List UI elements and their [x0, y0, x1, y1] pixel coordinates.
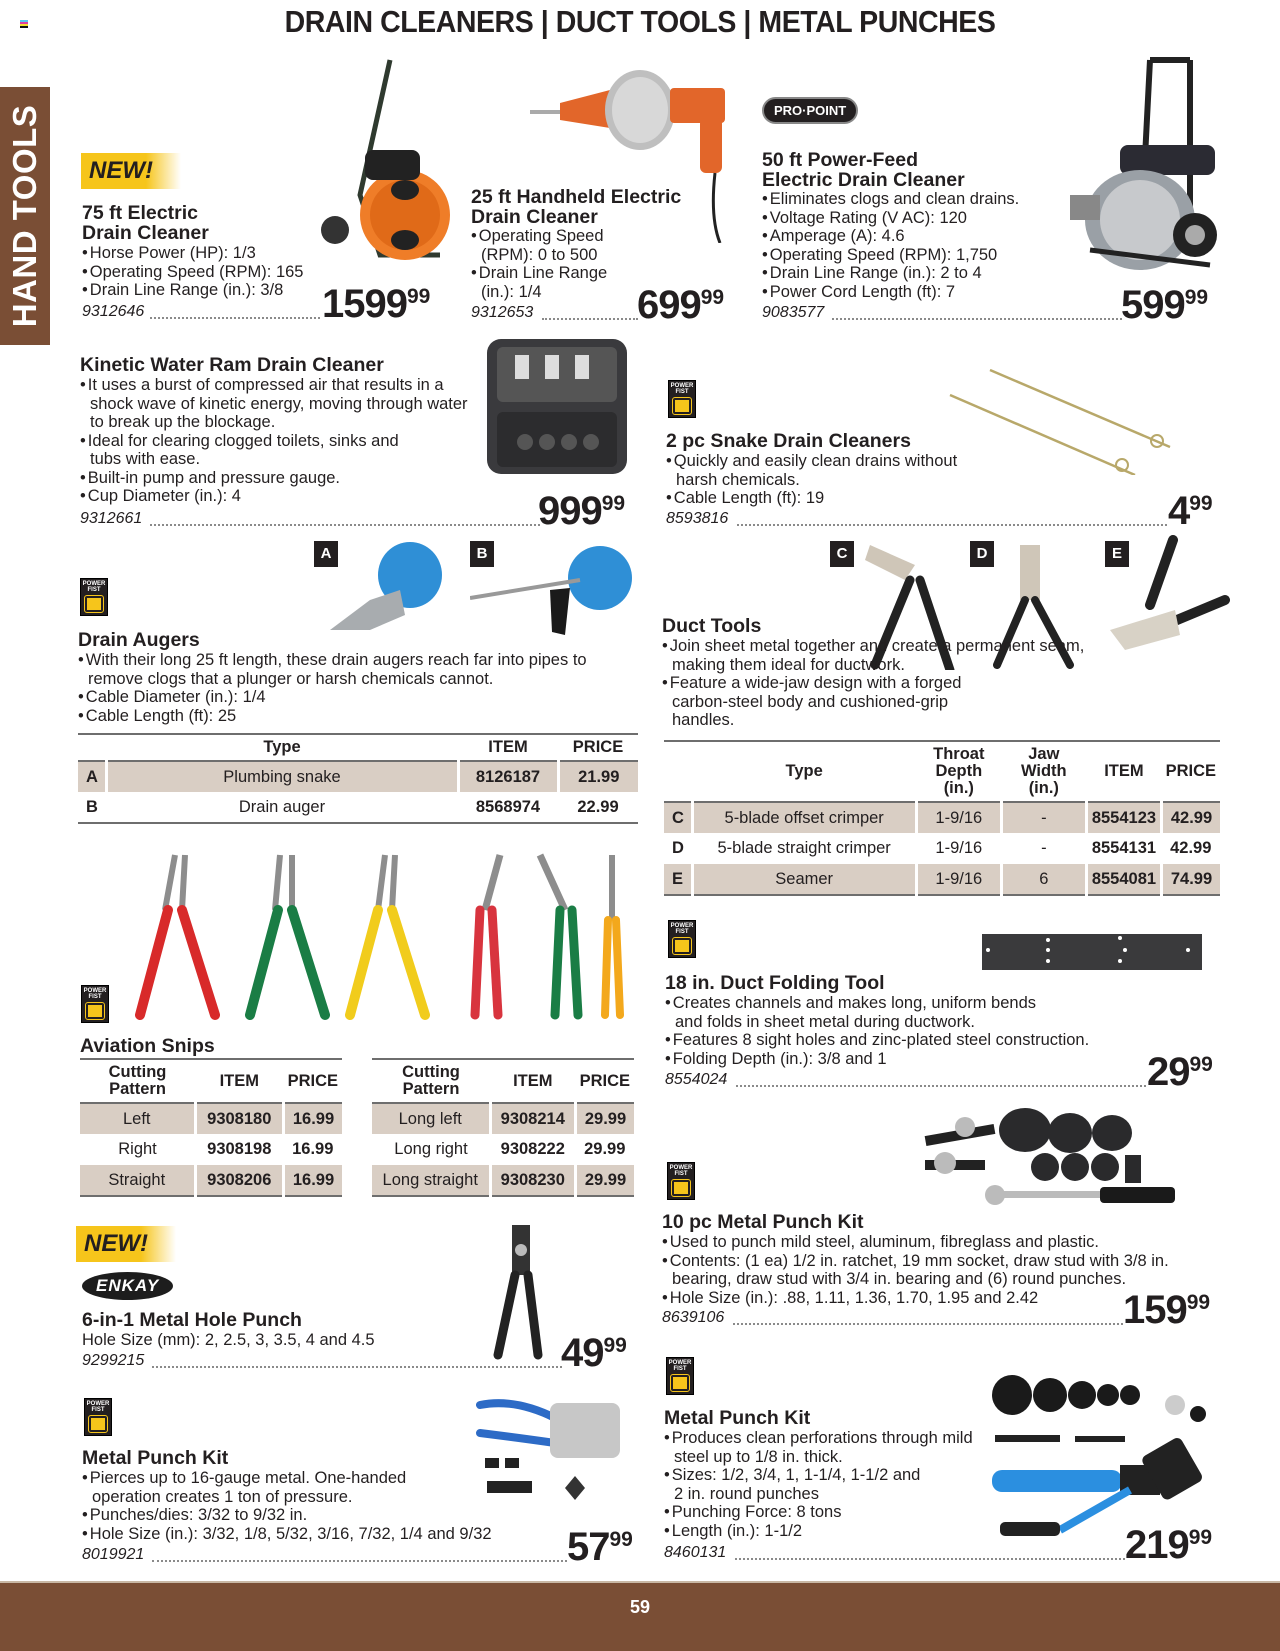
- item-number: 8593816: [666, 510, 729, 527]
- product-title: [762, 150, 965, 190]
- table-row: [78, 761, 638, 792]
- feature: • Punches/dies: 3/32 to 9/32 in.: [82, 1506, 562, 1525]
- feature: • Produces clean perforations through mild steel up to 1/8 in. thick.: [664, 1429, 974, 1466]
- plumbing-snake-image: [310, 540, 450, 640]
- product-title: 2 pc Snake Drain Cleaners: [666, 430, 911, 452]
- print-registration-mark: [20, 20, 28, 29]
- price-dollars: 1599: [322, 282, 407, 326]
- title-line-1: 50 ft Power-Feed: [762, 149, 919, 171]
- punch-kit-image: [920, 1105, 1190, 1215]
- feature: • Operating Speed (RPM): 165: [82, 263, 342, 282]
- jaw-cell: -: [1041, 839, 1047, 857]
- item-number: 8019921: [82, 1546, 145, 1563]
- price: [561, 1333, 627, 1373]
- leader-dots: [542, 318, 638, 320]
- leader-dots: [152, 1366, 562, 1368]
- image-tag-c: C: [830, 541, 854, 567]
- price-cents: 99: [1188, 1526, 1213, 1549]
- column-header-cutting-pattern: Cutting Pattern: [108, 1063, 167, 1098]
- feature: • Used to punch mild steel, aluminum, fibreglass and plastic.: [662, 1233, 1222, 1252]
- price: [322, 284, 430, 324]
- row-letter: E: [664, 864, 692, 895]
- price-cents: 99: [1184, 286, 1209, 309]
- item-cell: 8554123: [1086, 802, 1161, 833]
- item-cell: 9308206: [195, 1165, 284, 1196]
- item-cell: 8554081: [1086, 864, 1161, 895]
- power-feed-drain-cleaner-image: [1060, 55, 1230, 280]
- title-line-2: Drain Cleaner: [82, 222, 209, 244]
- feature: • Amperage (A): 4.6: [762, 227, 1062, 246]
- price-cents: 99: [1189, 1053, 1213, 1076]
- product-title: 10 pc Metal Punch Kit: [662, 1211, 864, 1233]
- product-description: Hole Size (mm): 2, 2.5, 3, 3.5, 4 and 4.5: [82, 1331, 375, 1349]
- row-letter: C: [664, 802, 692, 833]
- price-cell: 74.99: [1162, 864, 1220, 895]
- feature: • Sizes: 1/2, 3/4, 1, 1-1/4, 1-1/2 and 2 in. round punches: [664, 1466, 924, 1503]
- price: [538, 491, 625, 531]
- item-number: 9312646: [82, 303, 145, 320]
- feature: • Operating Speed (RPM): 1,750: [762, 246, 1062, 265]
- price-dollars: 219: [1125, 1523, 1189, 1567]
- feature-list: [82, 244, 342, 300]
- table-row: [78, 792, 638, 823]
- price-cents: 99: [603, 1334, 627, 1357]
- feature: • Features 8 sight holes and zinc-plated steel construction.: [665, 1031, 1115, 1050]
- power-fist-logo: POWER FIST: [81, 985, 109, 1023]
- pattern-cell: Straight: [80, 1165, 195, 1196]
- brand-logo-pro-point: PRO·POINT: [762, 97, 858, 124]
- electric-drain-cleaner-image: [320, 55, 450, 270]
- type-cell: 5-blade straight crimper: [717, 839, 891, 857]
- throat-cell: 1-9/16: [916, 864, 1001, 895]
- feature: • Cable Length (ft): 25: [78, 707, 618, 726]
- feature-list: [665, 994, 1115, 1068]
- leader-dots: [832, 318, 1122, 320]
- item-cell: 9308222: [500, 1140, 565, 1158]
- jaw-cell: 6: [1001, 864, 1086, 895]
- aviation-snips-image: [120, 850, 640, 1025]
- feature-list: [471, 227, 631, 301]
- new-badge: NEW!: [81, 153, 181, 189]
- type-cell: Plumbing snake: [106, 761, 458, 792]
- price: [1121, 285, 1208, 325]
- feature: • Horse Power (HP): 1/3: [82, 244, 342, 263]
- feature: • Length (in.): 1-1/2: [664, 1522, 974, 1541]
- table-row: [664, 802, 1220, 833]
- item-number: 8554024: [665, 1071, 728, 1088]
- duct-folding-tool-image: [980, 928, 1205, 973]
- row-letter: B: [86, 797, 98, 816]
- item-cell: 9308214: [490, 1103, 576, 1134]
- column-header: [664, 741, 692, 802]
- feature: • Ideal for clearing clogged toilets, sinks and tubs with ease.: [80, 432, 420, 469]
- product-title: 18 in. Duct Folding Tool: [665, 972, 885, 994]
- product-title: Aviation Snips: [80, 1035, 215, 1057]
- item-cell: 8568974: [475, 797, 541, 816]
- column-header-item: ITEM: [513, 1071, 553, 1090]
- table-row: [664, 864, 1220, 895]
- product-title: 6-in-1 Metal Hole Punch: [82, 1309, 302, 1331]
- price-cell: 16.99: [284, 1165, 342, 1196]
- drain-auger-image: [470, 540, 640, 640]
- price-cell: 42.99: [1162, 802, 1220, 833]
- leader-dots: [737, 524, 1167, 526]
- column-header-item: ITEM: [488, 738, 528, 756]
- product-title: Kinetic Water Ram Drain Cleaner: [80, 354, 384, 376]
- title-line-1: 25 ft Handheld Electric: [471, 186, 682, 208]
- seamer-image: [1105, 535, 1230, 650]
- product-title: Metal Punch Kit: [664, 1407, 811, 1429]
- price-cents: 99: [700, 286, 725, 309]
- pattern-cell: Right: [118, 1140, 157, 1158]
- column-header-cutting-pattern: Cutting Pattern: [402, 1063, 460, 1098]
- page-number: 59: [629, 1597, 651, 1617]
- power-fist-logo: POWER FIST: [666, 1357, 694, 1395]
- power-fist-logo: POWER FIST: [80, 578, 108, 616]
- new-badge: NEW!: [76, 1226, 176, 1262]
- title-line-2: Drain Cleaner: [471, 206, 598, 228]
- product-title: [82, 203, 209, 243]
- column-header-price: PRICE: [287, 1071, 338, 1090]
- price-cents: 99: [1186, 1291, 1211, 1314]
- feature: • Cable Length (ft): 19: [666, 489, 986, 508]
- item-number: 8460131: [664, 1544, 727, 1561]
- price-dollars: 29: [1147, 1050, 1190, 1094]
- pattern-cell: Long right: [394, 1140, 468, 1158]
- feature: • Join sheet metal together and create a permanent seam, making them ideal for ductwork.: [662, 637, 1092, 674]
- leader-dots: [733, 1323, 1123, 1325]
- throat-cell: 1-9/16: [916, 802, 1001, 833]
- price: [1168, 491, 1213, 531]
- column-header-item: ITEM: [219, 1071, 259, 1090]
- jaw-cell: -: [1001, 802, 1086, 833]
- feature: • Eliminates clogs and clean drains.: [762, 190, 1062, 209]
- image-tag-b: B: [470, 541, 494, 567]
- brand-logo-enkay: ENKAY: [82, 1272, 173, 1300]
- duct-tools-table: [664, 740, 1220, 896]
- image-tag-a: A: [314, 541, 338, 567]
- feature-list: [82, 1469, 562, 1543]
- page-footer: [0, 1581, 1280, 1651]
- power-fist-logo: POWER FIST: [668, 380, 696, 418]
- price-dollars: 699: [637, 283, 701, 327]
- feature: • Folding Depth (in.): 3/8 and 1: [665, 1050, 1115, 1069]
- table-row: [372, 1165, 634, 1196]
- price-dollars: 57: [567, 1525, 610, 1569]
- image-tag-e: E: [1105, 541, 1129, 567]
- price-cell: 16.99: [292, 1140, 334, 1158]
- item-number: 9083577: [762, 304, 825, 321]
- power-fist-logo: POWER FIST: [84, 1398, 112, 1436]
- price-dollars: 599: [1121, 283, 1185, 327]
- page-title: DRAIN CLEANERS | DUCT TOOLS | METAL PUNCHES: [284, 4, 996, 39]
- feature: • Drain Line Range (in.): 3/8: [82, 281, 342, 300]
- table-row: [372, 1103, 634, 1134]
- price-dollars: 159: [1123, 1288, 1187, 1332]
- leader-dots: [735, 1558, 1125, 1560]
- feature: • Punching Force: 8 tons: [664, 1503, 974, 1522]
- price-cell: 22.99: [577, 797, 619, 816]
- price-cell: 21.99: [558, 761, 638, 792]
- price-cell: 16.99: [284, 1103, 342, 1134]
- price-dollars: 4: [1168, 489, 1190, 533]
- price-cell: 42.99: [1170, 839, 1212, 857]
- power-fist-logo: POWER FIST: [668, 920, 696, 958]
- price-cents: 99: [1189, 492, 1213, 515]
- product-title: Duct Tools: [662, 615, 762, 637]
- kinetic-water-ram-case-image: [485, 337, 635, 477]
- feature: • Contents: (1 ea) 1/2 in. ratchet, 19 mm socket, draw stud with 3/8 in. bearing, draw stud with 3/4 in. bearing and (6) round punches.: [662, 1252, 1222, 1289]
- item-number: 9299215: [82, 1352, 145, 1369]
- feature-list: [80, 376, 480, 506]
- image-tag-d: D: [970, 541, 994, 567]
- feature: • Pierces up to 16-gauge metal. One-handed operation creates 1 ton of pressure.: [82, 1469, 442, 1506]
- product-title: Drain Augers: [78, 629, 200, 651]
- price: [1147, 1052, 1213, 1092]
- price: [1123, 1290, 1210, 1330]
- price-dollars: 999: [538, 489, 602, 533]
- price: [637, 285, 724, 325]
- feature: • Creates channels and makes long, uniform bends and folds in sheet metal during ductwork.: [665, 994, 1045, 1031]
- feature: • Cup Diameter (in.): 4: [80, 487, 480, 506]
- item-number: 8639106: [662, 1309, 725, 1326]
- item-cell: 9308198: [207, 1140, 272, 1158]
- feature-list: [762, 190, 1062, 301]
- type-cell: 5-blade offset crimper: [692, 802, 916, 833]
- price: [567, 1527, 633, 1567]
- type-cell: Drain auger: [238, 797, 326, 816]
- table-row: [80, 1103, 342, 1134]
- item-cell: 8554131: [1091, 839, 1157, 857]
- feature-list: [664, 1429, 974, 1540]
- aviation-snips-table-long: [372, 1058, 634, 1197]
- leader-dots: [736, 1085, 1146, 1087]
- feature: • Drain Line Range (in.): 1/4: [471, 264, 631, 301]
- item-cell: 9308230: [490, 1165, 576, 1196]
- feature: • Drain Line Range (in.): 2 to 4: [762, 264, 1062, 283]
- throat-cell: 1-9/16: [935, 839, 983, 857]
- column-header-price: PRICE: [1165, 762, 1216, 780]
- leader-dots: [152, 1560, 567, 1562]
- table-row: [80, 1134, 342, 1165]
- leader-dots: [150, 317, 320, 319]
- column-header-jaw-width: Jaw Width (in.): [1020, 745, 1067, 797]
- item-number: 9312653: [471, 304, 534, 321]
- row-letter: D: [672, 839, 684, 857]
- pattern-cell: Long left: [372, 1103, 490, 1134]
- price-cell: 29.99: [576, 1103, 634, 1134]
- feature: • Hole Size (in.): 3/32, 1/8, 5/32, 3/16, 7/32, 1/4 and 9/32: [82, 1525, 562, 1544]
- column-header-price: PRICE: [579, 1071, 630, 1090]
- column-header: [78, 734, 106, 761]
- feature: • Cable Diameter (in.): 1/4: [78, 688, 618, 707]
- column-header-type: Type: [785, 762, 823, 780]
- price-dollars: 49: [561, 1331, 604, 1375]
- row-letter: A: [78, 761, 106, 792]
- feature: • It uses a burst of compressed air that results in a shock wave of kinetic energy, moving through water to break up the blockage.: [80, 376, 480, 432]
- item-cell: 9308180: [195, 1103, 284, 1134]
- table-row: [664, 833, 1220, 864]
- price-cents: 99: [601, 492, 626, 515]
- table-row: [372, 1134, 634, 1165]
- side-tab-label: HAND TOOLS: [6, 104, 43, 328]
- hole-punch-image: [490, 1220, 560, 1360]
- drain-augers-table: [78, 733, 638, 824]
- feature: • With their long 25 ft length, these drain augers reach far into pipes to remove clogs that a plunger or harsh chemicals cannot.: [78, 651, 618, 688]
- column-header-item: ITEM: [1104, 762, 1144, 780]
- product-title: Metal Punch Kit: [82, 1447, 229, 1469]
- price-cents: 99: [406, 285, 431, 308]
- column-header-price: PRICE: [572, 738, 624, 756]
- table-row: [80, 1165, 342, 1196]
- item-cell: 8126187: [458, 761, 558, 792]
- feature: • Hole Size (in.): .88, 1.11, 1.36, 1.70, 1.95 and 2.42: [662, 1289, 1222, 1308]
- column-header-type: Type: [263, 738, 301, 756]
- pattern-cell: Left: [80, 1103, 195, 1134]
- pattern-cell: Long straight: [372, 1165, 490, 1196]
- product-title: [471, 187, 681, 227]
- feature: • Quickly and easily clean drains without harsh chemicals.: [666, 452, 986, 489]
- feature: • Operating Speed (RPM): 0 to 500: [471, 227, 631, 264]
- type-cell: Seamer: [692, 864, 916, 895]
- price-cell: 29.99: [584, 1140, 626, 1158]
- side-tab-hand-tools: [0, 87, 50, 345]
- leader-dots: [150, 524, 540, 526]
- feature-list: [662, 637, 1092, 730]
- feature-list: [666, 452, 986, 508]
- column-header-throat-depth: Throat Depth (in.): [933, 745, 985, 797]
- feature: • Voltage Rating (V AC): 120: [762, 209, 1062, 228]
- price-cell: 29.99: [576, 1165, 634, 1196]
- item-number: 9312661: [80, 510, 143, 527]
- title-line-1: 75 ft Electric: [82, 202, 198, 224]
- title-line-2: Electric Drain Cleaner: [762, 169, 965, 191]
- feature: • Built-in pump and pressure gauge.: [80, 469, 480, 488]
- power-fist-logo: POWER FIST: [667, 1162, 695, 1200]
- feature: • Power Cord Length (ft): 7: [762, 283, 1062, 302]
- price-cents: 99: [609, 1528, 633, 1551]
- feature: • Feature a wide-jaw design with a forged carbon-steel body and cushioned-grip handles.: [662, 674, 992, 730]
- feature-list: [78, 651, 618, 725]
- price: [1125, 1525, 1212, 1565]
- aviation-snips-table-standard: [80, 1058, 342, 1197]
